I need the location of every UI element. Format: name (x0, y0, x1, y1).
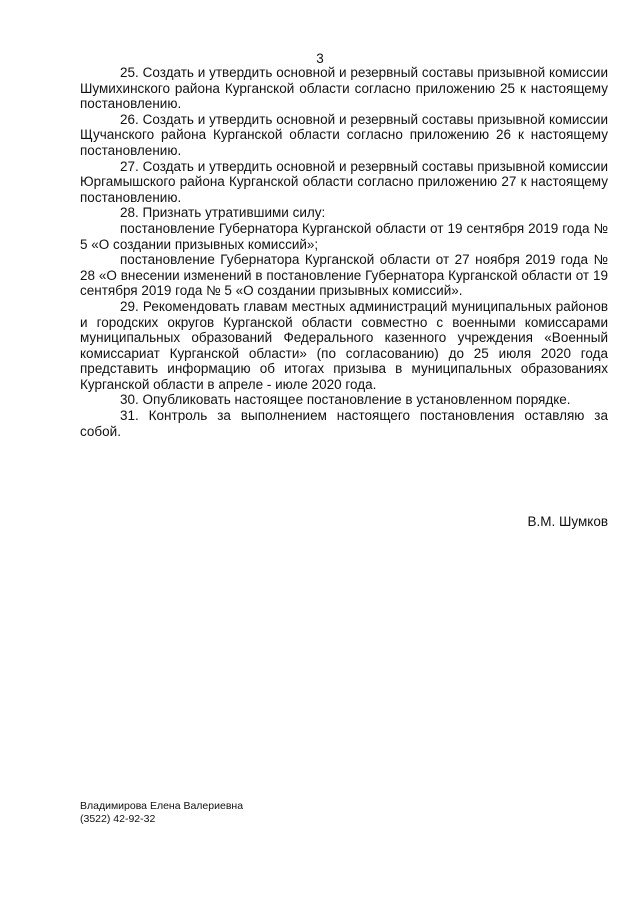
signature: В.М. Шумков (527, 514, 608, 529)
page-number: 3 (316, 51, 324, 66)
paragraph-25: 25. Создать и утвердить основной и резервный составы призывной комиссии Шумихинского района Курганской области согласно приложению 25 к настоящему постановлению. (80, 65, 608, 112)
contact-block (80, 800, 243, 826)
contact-name: Владимирова Елена Валериевна (80, 800, 244, 812)
paragraph-28-item-1: постановление Губернатора Курганской области от 19 сентября 2019 года № 5 «О создании призывных комиссий»; (80, 220, 608, 252)
paragraph-26: 26. Создать и утвердить основной и резервный составы призывной комиссии Щучанского района Курганской области согласно приложению 26 к настоящему постановлению. (80, 111, 608, 158)
paragraph-28: 28. Признать утратившими силу: (120, 205, 326, 221)
paragraph-28-item-2: постановление Губернатора Курганской области от 27 ноября 2019 года № 28 «О внесении изменений в постановление Губернатора Курганской области от 19 сентября 2019 года № 5 «О создании призывных комиссий». (80, 252, 608, 299)
paragraph-29: 29. Рекомендовать главам местных администраций муниципальных районов и городских округов Курганской области совместно с военными комиссарами муниципальных образований Федерального казенного учреждения «Военный комиссариат Курганской области» (по согласованию) до 25 июля 2020 года представить информацию об итогах призыва в муниципальных образованиях Курганской области в апреле - июле 2020 года. (80, 298, 608, 392)
document-body (80, 65, 608, 439)
paragraph-27: 27. Создать и утвердить основной и резервный составы призывной комиссии Юргамышского района Курганской области согласно приложению 27 к настоящему постановлению. (80, 158, 608, 205)
contact-phone: (3522) 42-92-32 (80, 813, 156, 825)
paragraph-30: 30. Опубликовать настоящее постановление в установленном порядке. (120, 392, 571, 408)
paragraph-31: 31. Контроль за выполнением настоящего постановления оставляю за собой. (80, 408, 608, 439)
